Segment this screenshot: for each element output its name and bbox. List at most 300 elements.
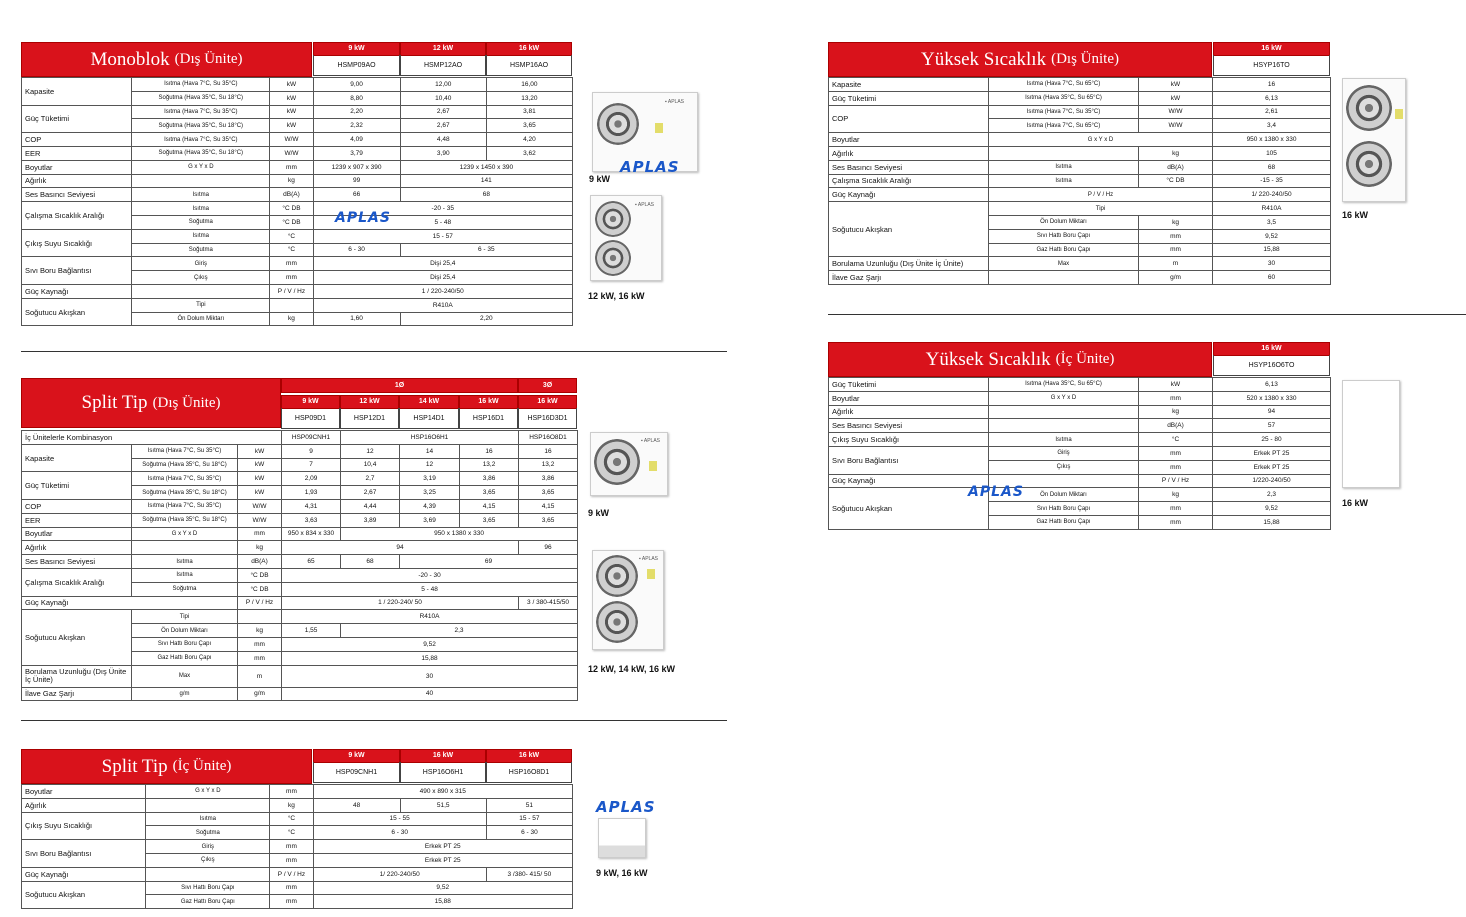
table-cell: dB(A) [270,188,313,202]
table-cell: Soğutma [132,215,270,229]
table-cell: 14 [400,444,460,458]
model-header: HSP14D1 [399,408,459,429]
table-row [829,446,1331,460]
table-cell: 3 /380- 415/ 50 [486,867,572,881]
table-cell: °C [270,812,313,826]
table-cell: mm [238,527,282,541]
table-cell: 9,52 [1213,229,1331,243]
table-cell: 9,52 [282,637,578,651]
row-label: Sıvı Boru Bağlantısı [829,446,989,474]
table-cell [989,405,1139,419]
table-row [22,541,578,555]
table-cell: 6 - 30 [486,826,572,840]
table-cell: 2,20 [400,312,572,326]
table-cell: HSP09CNH1 [282,431,341,445]
table-cell: Isıtma (Hava 7°C, Su 35°C) [132,499,238,513]
model-header: HSP16D3D1 [518,408,577,429]
table-cell: 4,15 [519,499,578,513]
monoblok-title: Monoblok (Dış Ünite) [21,42,312,77]
table-cell: Çıkış [132,271,270,285]
table-cell: 12,00 [400,78,486,92]
table-cell: 3,62 [486,146,572,160]
row-label: Ağırlık [829,405,989,419]
row-label: İlave Gaz Şarjı [829,271,989,285]
table-cell: R410A [1213,202,1331,216]
row-label: Soğutucu Akışkan [829,202,989,257]
table-cell: W/W [270,133,313,147]
aplas-logo: APLAS [596,798,656,816]
model-header: HSMP12AO [400,55,486,76]
table-cell: Isıtma [132,568,238,582]
table-cell: Giriş [132,257,270,271]
table-cell: Ön Dolum Miktarı [132,312,270,326]
table-cell: 12 [400,458,460,472]
table-cell: -20 - 35 [313,202,572,216]
table-cell: 7 [282,458,341,472]
table-cell: kg [1139,146,1213,160]
divider [21,351,727,352]
row-label: Sıvı Boru Bağlantısı [22,257,132,285]
table-row [829,160,1331,174]
table-row [22,568,578,582]
image-caption: 9 kW [589,174,611,184]
table-cell: P / V / Hz [1139,474,1213,488]
table-cell: kW [270,119,313,133]
table-cell: °C DB [238,568,282,582]
phase-header: 3Ø [518,378,577,393]
row-label: Ağırlık [22,541,132,555]
table-cell: Isıtma (Hava 7°C, Su 65°C) [989,119,1139,133]
divider [21,720,727,721]
cap-header: 16 kW [1213,42,1330,56]
table-row [22,610,578,624]
row-label: Borulama Uzunluğu (Dış Ünite İç Ünite) [22,665,132,687]
table-row [829,405,1331,419]
table-cell: dB(A) [1139,160,1213,174]
table-row [22,687,578,701]
table-cell: kW [1139,78,1213,92]
table-cell: Tipi [132,610,238,624]
monoblok-12-16kw-image: ▪ APLAS [590,195,662,281]
table-cell: Çıkış [989,460,1139,474]
table-row [22,472,578,486]
table-cell: Isıtma (Hava 7°C, Su 35°C) [989,105,1139,119]
table-cell [989,146,1139,160]
model-header: HSP16O6H1 [400,762,486,783]
table-cell: 3,25 [400,486,460,500]
table-cell: P / V / Hz [238,596,282,610]
split-indoor-title: Split Tip (İç Ünite) [21,749,312,784]
table-row [829,146,1331,160]
table-cell: Sıvı Hattı Boru Çapı [989,229,1139,243]
table-cell: 1239 x 1450 x 390 [400,160,572,174]
table-cell: 3 / 380-415/50 [519,596,578,610]
table-cell: mm [1139,243,1213,257]
table-cell [132,541,238,555]
row-label: Güç Tüketimi [22,472,132,500]
table-cell [989,271,1139,285]
table-row [829,419,1331,433]
table-cell: mm [1139,229,1213,243]
row-label: EER [22,513,132,527]
table-cell: 4,44 [341,499,400,513]
table-cell: 2,09 [282,472,341,486]
table-row [829,474,1331,488]
table-cell: Isıtma [132,229,270,243]
table-cell: Isıtma (Hava 7°C, Su 35°C) [132,444,238,458]
table-cell: g/m [238,687,282,701]
table-cell: kW [238,472,282,486]
table-cell: 2,7 [341,472,400,486]
table-cell: Soğutma [132,582,238,596]
table-row [829,433,1331,447]
table-row [22,202,573,216]
split-indoor-spec-table [21,784,573,909]
table-cell: 105 [1213,146,1331,160]
table-cell: Tipi [989,202,1213,216]
table-cell: 4,15 [460,499,519,513]
row-label: İç Ünitelerle Kombinasyon [22,431,282,445]
row-label: Çalışma Sıcaklık Aralığı [22,568,132,596]
aplas-logo: APLAS [620,158,680,176]
table-cell: °C DB [270,215,313,229]
table-cell: Isıtma [132,188,270,202]
table-cell: HSP16O8D1 [519,431,578,445]
cap-header: 16 kW [1213,342,1330,356]
table-cell: Isıtma [132,555,238,569]
row-label: Kapasite [22,444,132,472]
row-label: Kapasite [829,78,989,92]
table-cell: 6 - 30 [313,243,400,257]
table-cell: 4,48 [400,133,486,147]
table-cell: Isıtma [132,202,270,216]
table-cell: 950 x 1380 x 330 [1213,133,1331,147]
table-cell: P / V / Hz [989,188,1213,202]
table-cell: Isıtma (Hava 7°C, Su 35°C) [132,78,270,92]
table-cell: Isıtma (Hava 35°C, Su 65°C) [989,91,1139,105]
split-outdoor-spec-table [21,430,578,701]
table-cell: mm [1139,446,1213,460]
split-outdoor-12-16kw-image: ▪ APLAS [592,550,664,650]
table-row [22,105,573,119]
image-caption: 9 kW [588,508,610,518]
table-cell: 2,3 [341,624,578,638]
table-row [22,881,573,895]
table-row [829,188,1331,202]
table-cell: 10,4 [341,458,400,472]
row-label: Boyutlar [22,160,132,174]
table-row [22,867,573,881]
table-cell: 3,90 [400,146,486,160]
model-header: HSYP16O6TO [1213,355,1330,376]
table-cell: 15,88 [1213,515,1331,529]
table-cell: kW [238,444,282,458]
table-cell: Max [989,257,1139,271]
table-cell: W/W [270,146,313,160]
table-cell: W/W [1139,105,1213,119]
table-cell: 25 - 80 [1213,433,1331,447]
table-cell: Sıvı Hattı Boru Çapı [146,881,270,895]
table-cell: m [1139,257,1213,271]
table-cell: mm [270,895,313,909]
model-header: HSMP09AO [313,55,400,76]
table-cell: Giriş [146,840,270,854]
high-temp-indoor-spec-table [828,377,1331,530]
table-cell: mm [1139,391,1213,405]
table-cell: Gaz Hattı Boru Çapı [132,651,238,665]
table-row [829,133,1331,147]
monoblok-spec-table [21,77,573,326]
row-label: Çalışma Sıcaklık Aralığı [22,202,132,230]
aplas-watermark: APLAS [335,210,391,226]
table-cell: Erkek PT 25 [313,840,573,854]
row-label: Soğutucu Akışkan [22,298,132,326]
high-temp-outdoor-title: Yüksek Sıcaklık (Dış Ünite) [828,42,1212,77]
table-cell: kW [270,105,313,119]
table-cell: Soğutma (Hava 35°C, Su 18°C) [132,513,238,527]
high-temp-outdoor-image [1342,78,1406,202]
table-cell: Gaz Hattı Boru Çapı [146,895,270,909]
table-cell: 16,00 [486,78,572,92]
table-cell: 6,13 [1213,378,1331,392]
table-cell: 9,52 [313,881,573,895]
table-cell: mm [270,785,313,799]
table-cell: 2,67 [400,119,486,133]
table-cell: Isıtma (Hava 7°C, Su 35°C) [132,105,270,119]
table-cell: 16 [519,444,578,458]
cap-header: 12 kW [340,395,399,409]
table-cell: 141 [400,174,572,188]
table-row [22,444,578,458]
table-cell: 2,3 [1213,488,1331,502]
row-label: Boyutlar [22,785,146,799]
table-cell: 1,93 [282,486,341,500]
split-outdoor-title: Split Tip (Dış Ünite) [21,378,281,428]
table-cell: kg [270,798,313,812]
row-label: Çalışma Sıcaklık Aralığı [829,174,989,188]
table-cell: Soğutma (Hava 35°C, Su 18°C) [132,486,238,500]
table-cell: °C [270,229,313,243]
image-caption: 16 kW [1342,210,1369,220]
table-cell: Soğutma (Hava 35°C, Su 18°C) [132,458,238,472]
cap-header: 9 kW [313,749,400,763]
table-cell: G x Y x D [989,391,1139,405]
table-cell: 4,31 [282,499,341,513]
row-label: Boyutlar [829,133,989,147]
table-cell: 6 - 35 [400,243,572,257]
row-label: Ses Basıncı Seviyesi [22,555,132,569]
table-cell: 6 - 30 [313,826,486,840]
table-cell: 60 [1213,271,1331,285]
table-cell: Isıtma (Hava 7°C, Su 65°C) [989,78,1139,92]
table-cell: Ön Dolum Miktarı [989,488,1139,502]
table-cell: 3,5 [1213,215,1331,229]
table-cell: 13,20 [486,91,572,105]
table-cell: 12 [341,444,400,458]
table-cell: 68 [1213,160,1331,174]
table-cell: °C [270,826,313,840]
table-cell: 15 - 57 [486,812,572,826]
table-cell: Isıtma (Hava 35°C, Su 65°C) [989,378,1139,392]
table-row [22,665,578,687]
table-row [22,174,573,188]
row-label: Soğutucu Akışkan [22,610,132,665]
table-cell: 3,86 [460,472,519,486]
row-label: Güç Kaynağı [22,284,132,298]
table-cell: Erkek PT 25 [1213,446,1331,460]
table-cell: °C DB [238,582,282,596]
table-cell: mm [270,853,313,867]
table-cell: 16 [460,444,519,458]
model-header: HSP09CNH1 [313,762,400,783]
table-row [22,596,578,610]
row-label: Sıvı Boru Bağlantısı [22,840,146,868]
table-cell: 950 x 1380 x 330 [341,527,578,541]
table-cell: Soğutma (Hava 35°C, Su 18°C) [132,146,270,160]
table-cell: mm [270,257,313,271]
table-cell: mm [270,840,313,854]
table-cell: Giriş [989,446,1139,460]
aplas-watermark: APLAS [968,484,1024,500]
table-cell: R410A [282,610,578,624]
table-cell: Isıtma [989,174,1139,188]
table-cell: 10,40 [400,91,486,105]
table-cell: °C DB [1139,174,1213,188]
table-cell: Soğutma [146,826,270,840]
table-row [22,284,573,298]
table-row [22,840,573,854]
image-caption: 9 kW, 16 kW [596,868,648,878]
table-cell: HSP16O6H1 [341,431,519,445]
row-label: Güç Kaynağı [22,867,146,881]
table-row [22,527,578,541]
table-cell: Isıtma [146,812,270,826]
table-cell: 3,19 [400,472,460,486]
table-cell: kW [238,486,282,500]
table-cell: 4,09 [313,133,400,147]
table-cell: W/W [238,499,282,513]
row-label: EER [22,146,132,160]
table-cell: dB(A) [238,555,282,569]
table-cell: kg [238,541,282,555]
table-row [22,146,573,160]
row-label: Güç Kaynağı [829,188,989,202]
row-label: Ses Basıncı Seviyesi [829,160,989,174]
table-cell: Sıvı Hattı Boru Çapı [132,637,238,651]
split-indoor-image [598,818,646,858]
table-cell: W/W [238,513,282,527]
table-cell: W/W [1139,119,1213,133]
table-cell: 5 - 48 [313,215,572,229]
table-cell: 1,60 [313,312,400,326]
cap-header: 12 kW [400,42,486,56]
row-label: Güç Tüketimi [829,91,989,105]
table-row [829,488,1331,502]
table-cell: mm [1139,502,1213,516]
table-cell: 57 [1213,419,1331,433]
row-label: Boyutlar [829,391,989,405]
table-cell: 51,5 [400,798,486,812]
table-cell: 4,39 [400,499,460,513]
table-cell: 3,63 [282,513,341,527]
table-row [22,133,573,147]
table-cell: 3,69 [400,513,460,527]
table-cell: 51 [486,798,572,812]
row-label: COP [22,133,132,147]
table-row [22,555,578,569]
cap-header: 14 kW [399,395,459,409]
table-cell: 1239 x 907 x 390 [313,160,400,174]
table-cell: Dişi 25,4 [313,271,572,285]
table-cell: Dişi 25,4 [313,257,572,271]
table-cell: kW [270,78,313,92]
row-label: Güç Tüketimi [22,105,132,133]
table-cell: 15,88 [1213,243,1331,257]
monoblok-9kw-image: ▪ APLAS [592,92,698,172]
cap-header: 16 kW [486,42,572,56]
table-cell: 2,61 [1213,105,1331,119]
table-cell: Isıtma (Hava 7°C, Su 35°C) [132,472,238,486]
table-cell: 94 [282,541,519,555]
table-cell: 3,89 [341,513,400,527]
table-row [22,499,578,513]
table-cell: G x Y x D [989,133,1213,147]
table-cell: Isıtma (Hava 7°C, Su 35°C) [132,133,270,147]
table-cell [132,174,270,188]
table-cell: 96 [519,541,578,555]
table-row [829,78,1331,92]
table-cell: 6,13 [1213,91,1331,105]
table-cell: 9,52 [1213,502,1331,516]
table-cell: 1/ 220-240/50 [1213,188,1331,202]
table-cell: 99 [313,174,400,188]
row-label: Borulama Uzunluğu (Dış Ünite İç Ünite) [829,257,989,271]
table-cell: mm [238,651,282,665]
table-cell: kg [270,174,313,188]
row-label: Çıkış Suyu Sıcaklığı [829,433,989,447]
model-header: HSMP16AO [486,55,572,76]
table-cell: kW [270,91,313,105]
table-cell: kg [1139,215,1213,229]
table-cell: kg [270,312,313,326]
table-row [22,229,573,243]
divider [828,314,1466,315]
table-cell: mm [1139,515,1213,529]
table-cell: Soğutma (Hava 35°C, Su 18°C) [132,91,270,105]
table-row [829,174,1331,188]
table-cell: g/m [132,687,238,701]
table-cell: 13,2 [519,458,578,472]
cap-header: 16 kW [459,395,518,409]
row-label: COP [22,499,132,513]
cap-header: 16 kW [486,749,572,763]
table-cell [238,610,282,624]
row-label: Soğutucu Akışkan [829,488,989,529]
table-row [22,78,573,92]
table-cell: 1/ 220-240/50 [313,867,486,881]
row-label: Güç Kaynağı [22,596,238,610]
row-label: Kapasite [22,78,132,106]
table-cell: Soğutma (Hava 35°C, Su 18°C) [132,119,270,133]
table-cell: 1 / 220-240/50 [313,284,572,298]
table-cell: kg [1139,488,1213,502]
table-cell: G x Y x D [146,785,270,799]
row-label: Soğutucu Akışkan [22,881,146,909]
table-cell: 94 [1213,405,1331,419]
row-label: Ses Basıncı Seviyesi [829,419,989,433]
table-cell: 5 - 48 [282,582,578,596]
table-row [22,431,578,445]
